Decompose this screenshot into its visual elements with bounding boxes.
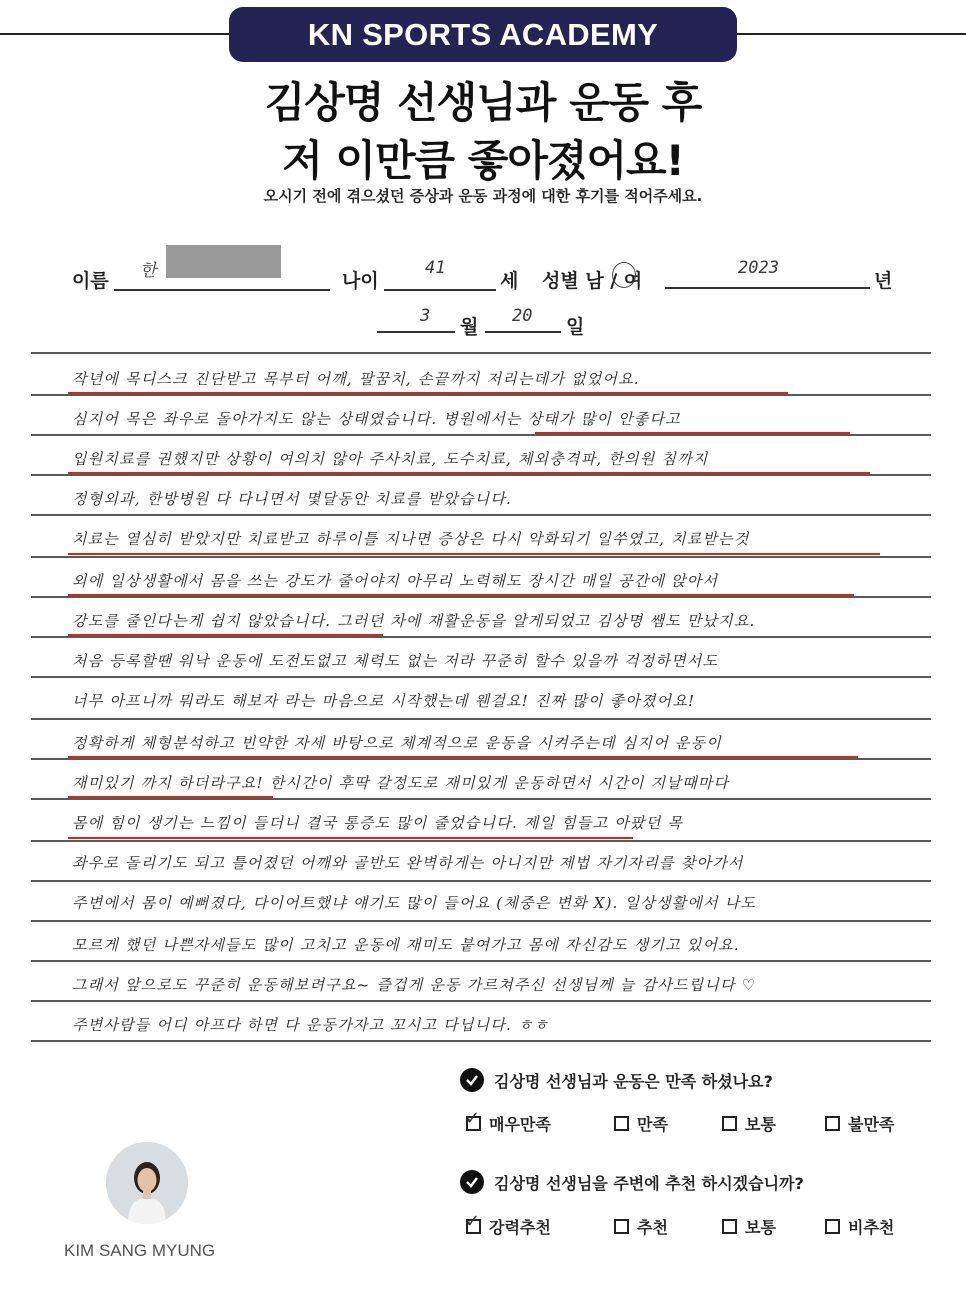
ruled-line bbox=[31, 474, 931, 476]
ruled-line bbox=[31, 960, 931, 962]
page-title-line2: 저 이만큼 좋아졌어요! bbox=[282, 136, 684, 185]
gender-label: 성별 남 / 여 bbox=[542, 270, 643, 292]
option-satisfied[interactable]: 만족 bbox=[614, 1112, 668, 1135]
checkbox-checked[interactable] bbox=[465, 1211, 481, 1234]
ruled-line bbox=[31, 1000, 931, 1002]
red-underline bbox=[535, 432, 850, 434]
red-underline bbox=[68, 796, 273, 798]
ruled-line bbox=[31, 596, 931, 598]
year-value: 2023 bbox=[738, 258, 779, 278]
handwritten-line: 정확하게 체형분석하고 빈약한 자세 바탕으로 체계적으로 운동을 시켜주는데 심지어 운동이 bbox=[72, 734, 722, 752]
day-underline bbox=[485, 331, 561, 333]
ruled-line bbox=[31, 394, 931, 396]
option-very-satisfied[interactable]: ✓ 매우만족 bbox=[465, 1108, 551, 1134]
ruled-line bbox=[31, 1040, 931, 1042]
academy-banner: KN SPORTS ACADEMY bbox=[229, 7, 737, 62]
red-underline bbox=[68, 472, 870, 474]
ruled-line bbox=[31, 920, 931, 922]
ruled-line bbox=[31, 636, 931, 638]
handwritten-line: 몸에 힘이 생기는 느낌이 들더니 결국 통증도 많이 줄었습니다. 제일 힘들고 아팠던 목 bbox=[72, 814, 684, 832]
red-underline bbox=[68, 594, 854, 596]
handwritten-line: 모르게 했던 나쁜자세들도 많이 고치고 운동에 재미도 붙여가고 몸에 자신감도 생기고 있어요. bbox=[72, 936, 740, 954]
month-underline bbox=[377, 331, 455, 333]
option-unsatisfied[interactable]: 불만족 bbox=[825, 1112, 894, 1135]
option-recommend[interactable]: 추천 bbox=[614, 1215, 668, 1238]
option-neutral[interactable]: 보통 bbox=[722, 1112, 776, 1135]
checkbox[interactable] bbox=[825, 1219, 840, 1234]
handwritten-line: 주변사람들 어디 아프다 하면 다 운동가자고 꼬시고 다닙니다. ㅎㅎ bbox=[72, 1016, 550, 1034]
checkbox-checked[interactable] bbox=[465, 1108, 481, 1131]
name-redaction bbox=[166, 245, 281, 278]
name-label: 이름 bbox=[72, 270, 109, 292]
handwritten-line: 재미있기 까지 하더라구요! 한시간이 후딱 갈정도로 재미있게 운동하면서 시간이 지날때마다 bbox=[72, 774, 730, 792]
day-unit: 일 bbox=[566, 316, 585, 338]
day-value: 20 bbox=[512, 306, 533, 326]
page-subtitle: 오시기 전에 겪으셨던 증상과 운동 과정에 대한 후기를 적어주세요. bbox=[263, 187, 703, 205]
page-title-line1: 김상명 선생님과 운동 후 bbox=[264, 78, 702, 127]
option-strongly-recommend[interactable]: ✓ 강력추천 bbox=[465, 1211, 551, 1237]
ruled-line bbox=[31, 758, 931, 760]
question-text: 김상명 선생님을 주변에 추천 하시겠습니까? bbox=[494, 1173, 804, 1193]
name-value: 한 bbox=[140, 261, 157, 281]
trainer-avatar bbox=[106, 1142, 188, 1224]
age-underline bbox=[384, 289, 496, 291]
red-underline bbox=[68, 392, 788, 394]
checkbox[interactable] bbox=[614, 1116, 629, 1131]
question-text: 김상명 선생님과 운동은 만족 하셨나요? bbox=[494, 1071, 773, 1091]
checkbox[interactable] bbox=[722, 1219, 737, 1234]
handwritten-line: 너무 아프니까 뭐라도 해보자 라는 마음으로 시작했는데 웬걸요! 진짜 많이 좋아졌어요! bbox=[72, 692, 696, 710]
header-rule-right bbox=[734, 33, 966, 35]
age-value: 41 bbox=[425, 258, 446, 278]
ruled-line bbox=[31, 434, 931, 436]
handwritten-line: 그래서 앞으로도 꾸준히 운동해보려구요~ 즐겁게 운동 가르쳐주신 선생님께 늘 감사드립니다 ♡ bbox=[72, 976, 757, 994]
handwritten-line: 강도를 줄인다는게 쉽지 않았습니다. 그러던 차에 재활운동을 알게되었고 김상명 쌤도 만났지요. bbox=[72, 612, 756, 630]
checkbox[interactable] bbox=[722, 1116, 737, 1131]
name-underline bbox=[114, 289, 330, 291]
year-unit: 년 bbox=[874, 270, 893, 292]
check-circle-icon bbox=[460, 1170, 484, 1194]
survey-question-recommend bbox=[460, 1170, 804, 1194]
red-underline bbox=[68, 553, 880, 555]
handwritten-line: 치료는 열심히 받았지만 치료받고 하루이틀 지나면 증상은 다시 악화되기 일쑤였고, 치료받는것 bbox=[72, 530, 750, 548]
handwritten-line: 정형외과, 한방병원 다 다니면서 몇달동안 치료를 받았습니다. bbox=[72, 490, 512, 508]
month-value: 3 bbox=[420, 306, 431, 326]
ruled-line bbox=[31, 352, 931, 354]
ruled-line bbox=[31, 798, 931, 800]
handwritten-line: 입원치료를 권했지만 상황이 여의치 않아 주사치료, 도수치료, 체외충격파, 한의원 침까지 bbox=[72, 450, 709, 468]
ruled-line bbox=[31, 676, 931, 678]
checkbox[interactable] bbox=[825, 1116, 840, 1131]
ruled-line bbox=[31, 514, 931, 516]
handwritten-line: 외에 일상생활에서 몸을 쓰는 강도가 줄어야지 아무리 노력해도 장시간 매일 공간에 앉아서 bbox=[72, 572, 719, 590]
ruled-line bbox=[31, 840, 931, 842]
handwritten-line: 좌우로 돌리기도 되고 틀어졌던 어깨와 골반도 완벽하게는 아니지만 제법 자기자리를 찾아가서 bbox=[72, 854, 744, 872]
ruled-line bbox=[31, 880, 931, 882]
checkbox[interactable] bbox=[614, 1219, 629, 1234]
option-neutral[interactable]: 보통 bbox=[722, 1215, 776, 1238]
handwritten-line: 작년에 목디스크 진단받고 목부터 어깨, 팔꿈치, 손끝까지 저리는데가 없었어요. bbox=[72, 370, 640, 388]
trainer-name: KIM SANG MYUNG bbox=[64, 1241, 216, 1260]
month-unit: 월 bbox=[460, 316, 479, 338]
check-mark-icon: ✓ bbox=[465, 1211, 481, 1232]
ruled-line bbox=[31, 556, 931, 558]
gender-circle-mark bbox=[612, 262, 636, 288]
header-rule-left bbox=[0, 33, 232, 35]
red-underline bbox=[68, 634, 383, 636]
handwritten-line: 처음 등록할땐 워낙 운동에 도전도없고 체력도 없는 저라 꾸준히 할수 있을까 걱정하면서도 bbox=[72, 652, 719, 670]
red-underline bbox=[68, 756, 858, 758]
ruled-line bbox=[31, 718, 931, 720]
handwritten-line: 심지어 목은 좌우로 돌아가지도 않는 상태였습니다. 병원에서는 상태가 많이 안좋다고 bbox=[72, 410, 681, 428]
check-circle-icon bbox=[460, 1068, 484, 1092]
red-underline bbox=[68, 837, 633, 839]
survey-question-satisfaction bbox=[460, 1068, 773, 1092]
check-mark-icon: ✓ bbox=[465, 1108, 481, 1129]
handwritten-line: 주변에서 몸이 예뻐졌다, 다이어트했냐 얘기도 많이 들어요 (체중은 변화 X). 일상생활에서 나도 bbox=[72, 894, 757, 912]
age-unit: 세 bbox=[500, 270, 519, 292]
age-label: 나이 bbox=[342, 270, 379, 292]
year-underline bbox=[665, 287, 870, 289]
option-not-recommend[interactable]: 비추천 bbox=[825, 1215, 894, 1238]
